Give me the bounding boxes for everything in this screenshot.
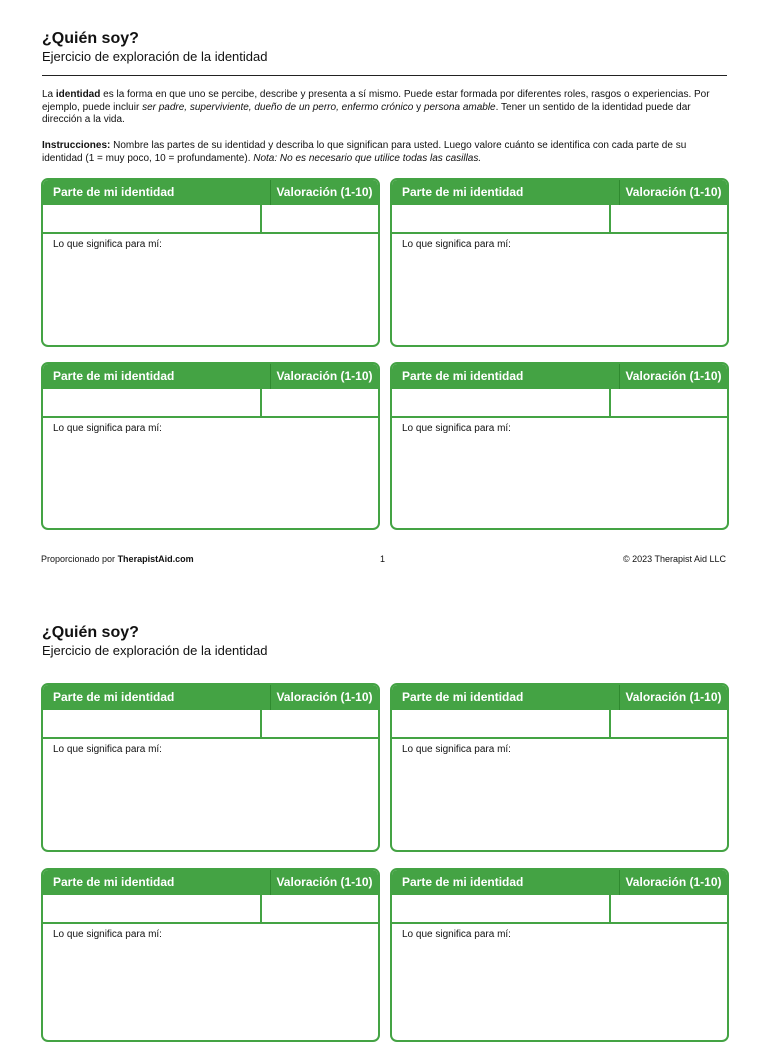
card-header — [43, 685, 378, 710]
identity-part-field[interactable] — [392, 895, 611, 922]
intro-example: persona amable — [423, 101, 496, 113]
part-header: Parte de mi identidad — [392, 870, 620, 895]
card-header — [43, 180, 378, 205]
identity-card-8 — [390, 868, 729, 1042]
part-header: Parte de mi identidad — [43, 180, 271, 205]
part-header: Parte de mi identidad — [392, 364, 620, 389]
intro-bold-term: identidad — [55, 89, 101, 100]
part-header: Parte de mi identidad — [43, 870, 271, 895]
identity-part-field[interactable] — [43, 895, 262, 922]
identity-part-field[interactable] — [392, 710, 611, 737]
card-header — [392, 685, 727, 710]
page-subtitle: Ejercicio de exploración de la identidad — [42, 643, 268, 658]
card-input-row — [392, 389, 727, 418]
identity-card-3 — [41, 362, 380, 530]
footer-provided-text: Proporcionado por — [41, 554, 118, 564]
card-input-row — [392, 205, 727, 234]
header-divider — [42, 75, 727, 76]
identity-card-7 — [41, 868, 380, 1042]
meaning-field[interactable] — [392, 739, 727, 755]
part-header: Parte de mi identidad — [43, 364, 271, 389]
rating-field[interactable] — [262, 389, 378, 416]
identity-card-4 — [390, 362, 729, 530]
footer-brand-link[interactable]: TherapistAid.com — [117, 554, 194, 564]
intro-paragraph — [42, 89, 728, 127]
instructions-note: Nota: No es necesario que utilice todas las casillas. — [253, 152, 482, 164]
rating-field[interactable] — [262, 895, 378, 922]
part-header: Parte de mi identidad — [392, 180, 620, 205]
meaning-label: Lo que significa para mí: — [53, 929, 162, 940]
meaning-field[interactable] — [43, 739, 378, 755]
meaning-field[interactable] — [43, 418, 378, 434]
intro-text: La — [42, 89, 56, 100]
card-input-row — [392, 710, 727, 739]
meaning-label: Lo que significa para mí: — [402, 744, 511, 755]
footer-page-number: 1 — [380, 554, 386, 564]
card-input-row — [392, 895, 727, 924]
card-header — [43, 870, 378, 895]
rating-header: Valoración (1-10) — [276, 690, 373, 704]
identity-card-1 — [41, 178, 380, 347]
meaning-label: Lo que significa para mí: — [53, 239, 162, 250]
page-subtitle: Ejercicio de exploración de la identidad — [42, 49, 268, 64]
rating-header: Valoración (1-10) — [276, 185, 373, 199]
identity-card-2 — [390, 178, 729, 347]
meaning-label: Lo que significa para mí: — [402, 929, 511, 940]
identity-part-field[interactable] — [43, 205, 262, 232]
meaning-field[interactable] — [392, 234, 727, 250]
card-input-row — [43, 389, 378, 418]
rating-field[interactable] — [262, 710, 378, 737]
footer-copyright: © 2023 Therapist Aid LLC — [622, 554, 726, 564]
intro-examples: ser padre, superviviente, dueño de un perro, enfermo crónico — [142, 101, 414, 113]
rating-header: Valoración (1-10) — [625, 690, 722, 704]
part-header: Parte de mi identidad — [392, 685, 620, 710]
rating-field[interactable] — [611, 895, 727, 922]
intro-text: es la forma en que uno se percibe, describe y presenta a sí mismo. Puede estar formada por diferentes roles, rasgos o experiencias. Por ejemplo, puede incluir — [42, 89, 710, 113]
identity-part-field[interactable] — [43, 710, 262, 737]
card-input-row — [43, 205, 378, 234]
card-header — [392, 180, 727, 205]
instructions-paragraph — [42, 140, 728, 165]
meaning-label: Lo que significa para mí: — [53, 744, 162, 755]
identity-card-5 — [41, 683, 380, 852]
rating-field[interactable] — [262, 205, 378, 232]
meaning-field[interactable] — [43, 924, 378, 940]
identity-part-field[interactable] — [392, 205, 611, 232]
meaning-field[interactable] — [392, 924, 727, 940]
identity-card-6 — [390, 683, 729, 852]
rating-header: Valoración (1-10) — [625, 369, 722, 383]
worksheet-page-2 — [0, 590, 768, 1024]
rating-header: Valoración (1-10) — [625, 185, 722, 199]
intro-text: y — [413, 101, 424, 113]
meaning-label: Lo que significa para mí: — [53, 423, 162, 434]
card-header — [392, 364, 727, 389]
rating-field[interactable] — [611, 710, 727, 737]
rating-header: Valoración (1-10) — [276, 369, 373, 383]
rating-field[interactable] — [611, 389, 727, 416]
meaning-field[interactable] — [43, 234, 378, 250]
instructions-text: Nombre las partes de su identidad y describa lo que significan para usted. Luego valore cuánto se identifica con cada parte de su identidad (1 = muy poco, 10 = profundamente). — [42, 140, 687, 164]
card-header — [43, 364, 378, 389]
instructions-label: Instrucciones: — [42, 140, 111, 151]
rating-field[interactable] — [611, 205, 727, 232]
identity-part-field[interactable] — [392, 389, 611, 416]
card-input-row — [43, 895, 378, 924]
meaning-label: Lo que significa para mí: — [402, 239, 511, 250]
card-input-row — [43, 710, 378, 739]
identity-part-field[interactable] — [43, 389, 262, 416]
intro-text: . Tener un sentido de la identidad puede dar dirección a la vida. — [42, 101, 691, 125]
part-header: Parte de mi identidad — [43, 685, 271, 710]
rating-header: Valoración (1-10) — [625, 875, 722, 889]
page-title: ¿Quién soy? — [42, 30, 139, 47]
page-title: ¿Quién soy? — [42, 624, 139, 641]
meaning-label: Lo que significa para mí: — [402, 423, 511, 434]
card-header — [392, 870, 727, 895]
rating-header: Valoración (1-10) — [276, 875, 373, 889]
footer-provided-by — [41, 554, 194, 564]
meaning-field[interactable] — [392, 418, 727, 434]
